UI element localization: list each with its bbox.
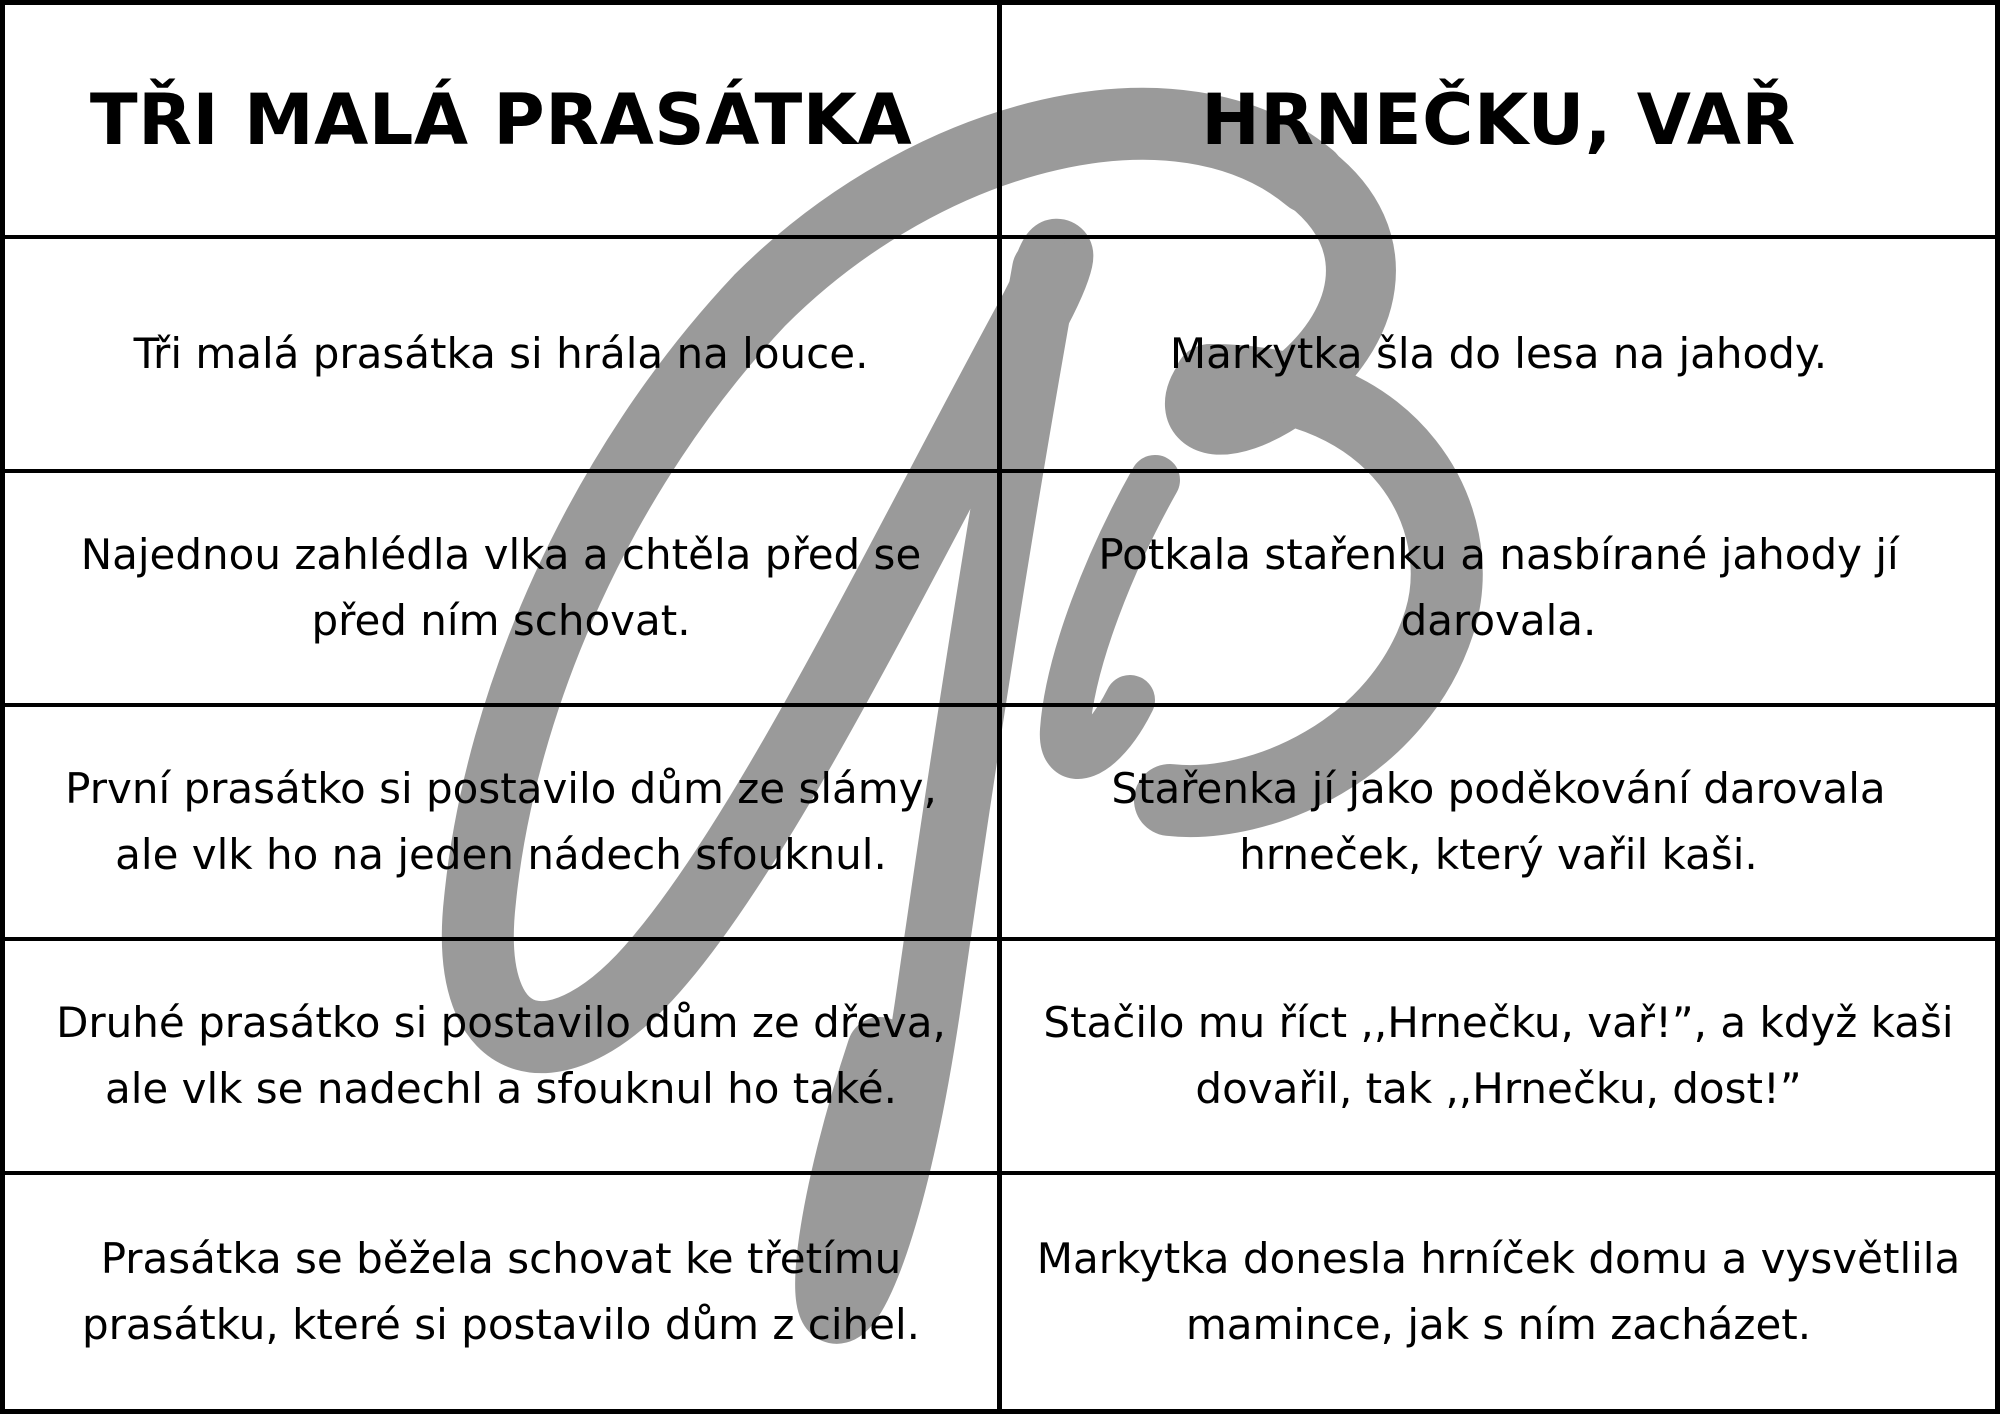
header-hrnecku-var: HRNEČKU, VAŘ xyxy=(1002,5,1995,239)
table-cell-right-row-1: Markytka šla do lesa na jahody. xyxy=(1002,239,1995,473)
table-cell-right-row-2: Potkala stařenku a nasbírané jahody jí darovala. xyxy=(1002,473,1995,707)
table-cell-right-row-3: Stařenka jí jako poděkování darovala hrneček, který vařil kaši. xyxy=(1002,707,1995,941)
header-tri-mala-prasatka: TŘI MALÁ PRASÁTKA xyxy=(5,5,1002,239)
table-cell-right-row-5: Markytka donesla hrníček domu a vysvětlila mamince, jak s ním zacházet. xyxy=(1036,1234,1961,1349)
table-cell-left-row-1: Tři malá prasátka si hrála na louce. xyxy=(5,239,1002,473)
table-cell-left-row-2: Najednou zahlédla vlka a chtěla před se před ním schovat. xyxy=(5,473,1002,707)
table-cell-right-row-4: Stačilo mu říct ,,Hrnečku, vař!”, a když kaši dovařil, tak ,,Hrnečku, dost!” xyxy=(1002,941,1995,1175)
table-cell-left-row-3: První prasátko si postavilo dům ze slámy, ale vlk ho na jeden nádech sfouknul. xyxy=(5,707,1002,941)
table-cell-left-row-4: Druhé prasátko si postavilo dům ze dřeva, ale vlk se nadechl a sfouknul ho také. xyxy=(5,941,1002,1175)
table-cell-left-row-5: Prasátka se běžela schovat ke třetímu prasátku, které si postavilo dům z cihel. xyxy=(5,1175,1002,1409)
